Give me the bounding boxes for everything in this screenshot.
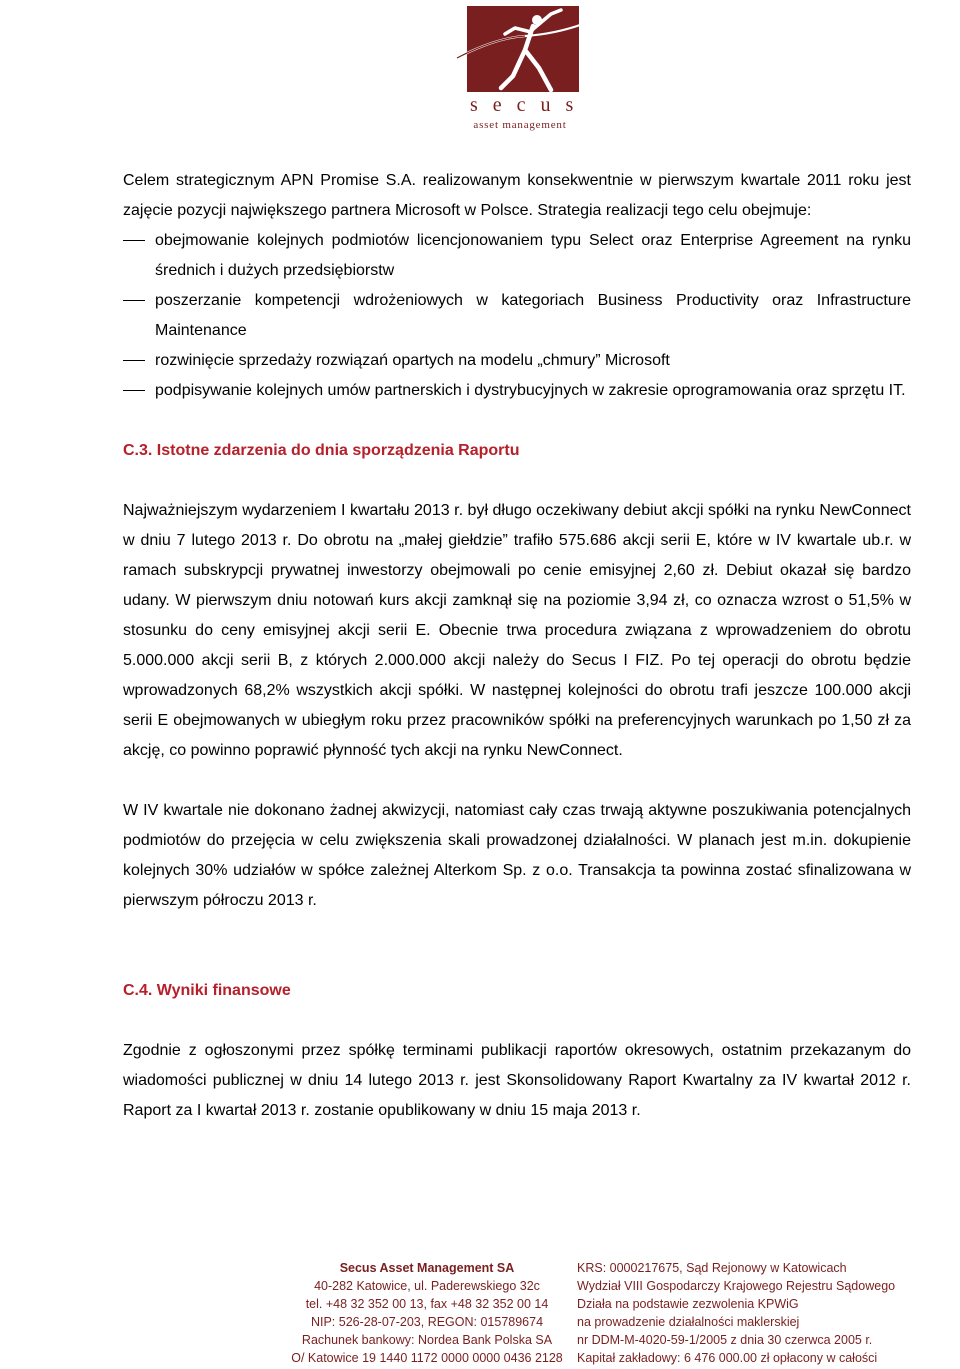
footer-registry-info [577, 1259, 957, 1367]
list-item: podpisywanie kolejnych umów partnerskich i dystrybucyjnych w zakresie oprogramowania oraz sprzętu IT. [123, 376, 911, 406]
footer-bank: Rachunek bankowy: Nordea Bank Polska SA [301, 1333, 553, 1347]
footer-krs: KRS: 0000217675, Sąd Rejonowy w Katowicach [577, 1261, 847, 1275]
spacer [123, 946, 911, 976]
footer-address: 40-282 Katowice, ul. Paderewskiego 32c [314, 1279, 540, 1293]
footer-account: O/ Katowice 19 1440 1172 0000 0000 0436 2128 [291, 1351, 563, 1365]
spacer [123, 1006, 911, 1036]
footer-license-number: nr DDM-M-4020-59-1/2005 z dnia 30 czerwca 2005 r. [577, 1333, 873, 1347]
section-c3-paragraph-1: Najważniejszym wydarzeniem I kwartału 2013 r. był długo oczekiwany debiut akcji spółki na rynku NewConnect w dniu 7 lutego 2013 r. Do obrotu na „małej giełdzie” trafiło 575.686 akcji serii E, które w IV kwartale ub.r. w ramach subskrypcji prywatnej inwestorzy obejmowali po cenie emisyjnej 2,60 zł. Debiut okazał się bardzo udany. W pierwszym dniu notowań kurs akcji zamknął się na poziomie 3,94 zł, co oznacza wzrost o 51,5% w stosunku do ceny emisyjnej akcji serii E. Obecnie trwa procedura związana z wprowadzeniem do obrotu 5.000.000 akcji serii B, z których 2.000.000 akcji należy do Secus I FIZ. Po tej operacji do obrotu będzie wprowadzonych 68,2% wszystkich akcji spółki. W następnej kolejności do obrotu trafi jeszcze 100.000 akcji serii E obejmowanych w ubiegłym roku przez pracowników spółki na preferencyjnych warunkach po 1,50 zł za akcję, co powinno poprawić płynność tych akcji na rynku NewConnect. [123, 502, 911, 759]
document-body [123, 166, 911, 1126]
strategy-list [123, 226, 911, 406]
footer-license-scope: na prowadzenie działalności maklerskiej [577, 1315, 800, 1329]
section-c3-paragraph-2: W IV kwartale nie dokonano żadnej akwizycji, natomiast cały czas trwają aktywne poszukiwania potencjalnych podmiotów do przejęcia w celu zwiększenia skali prowadzonej działalności. W planach jest m.in. dokupienie kolejnych 30% udziałów w spółce zależnej Alterkom Sp. z o.o. Transakcja ta powinna zostać sfinalizowana w pierwszym półroczu 2013 r. [123, 802, 911, 909]
logo-wordmark: secus [470, 94, 589, 116]
footer-capital: Kapitał zakładowy: 6 476 000.00 zł opłacony w całości [577, 1351, 878, 1365]
footer-phone: tel. +48 32 352 00 13, fax +48 32 352 00 14 [305, 1297, 549, 1311]
section-c4-heading: C.4. Wyniki finansowe [123, 982, 291, 999]
footer-company-info [262, 1259, 592, 1367]
section-c4-paragraph: Zgodnie z ogłoszonymi przez spółkę terminami publikacji raportów okresowych, ostatnim przekazanym do wiadomości publicznej w dniu 14 lutego 2013 r. jest Skonsolidowany Raport Kwartalny za IV kwartał 2012 r. Raport za I kwartał 2013 r. zostanie opublikowany w dniu 15 maja 2013 r. [123, 1042, 911, 1119]
spacer [123, 766, 911, 796]
footer-tax-ids: NIP: 526-28-07-203, REGON: 015789674 [310, 1315, 544, 1329]
logo-subtitle: asset management [473, 119, 567, 131]
intro-paragraph: Celem strategicznym APN Promise S.A. realizowanym konsekwentnie w pierwszym kwartale 2011 roku jest zajęcie pozycji największego partnera Microsoft w Polsce. Strategia realizacji tego celu obejmuje: [123, 172, 911, 219]
spacer [123, 406, 911, 436]
list-item: poszerzanie kompetencji wdrożeniowych w kategoriach Business Productivity oraz Infrastructure Maintenance [123, 286, 911, 346]
dash-bullet-icon [123, 360, 145, 361]
dancer-logo-icon [455, 6, 585, 94]
footer-license: Działa na podstawie zezwolenia KPWiG [577, 1297, 799, 1311]
list-item: obejmowanie kolejnych podmiotów licencjonowaniem typu Select oraz Enterprise Agreement na rynku średnich i dużych przedsiębiorstw [123, 226, 911, 286]
dash-bullet-icon [123, 390, 145, 391]
list-item: rozwinięcie sprzedaży rozwiązań opartych na modelu „chmury” Microsoft [123, 346, 911, 376]
section-c3-heading: C.3. Istotne zdarzenia do dnia sporządzenia Raportu [123, 442, 520, 459]
spacer [123, 466, 911, 496]
spacer [123, 916, 911, 946]
dash-bullet-icon [123, 240, 145, 241]
footer-company-name: Secus Asset Management SA [339, 1261, 515, 1275]
dash-bullet-icon [123, 300, 145, 301]
footer-court: Wydział VIII Gospodarczy Krajowego Rejestru Sądowego [577, 1279, 896, 1293]
secus-logo [455, 6, 589, 131]
